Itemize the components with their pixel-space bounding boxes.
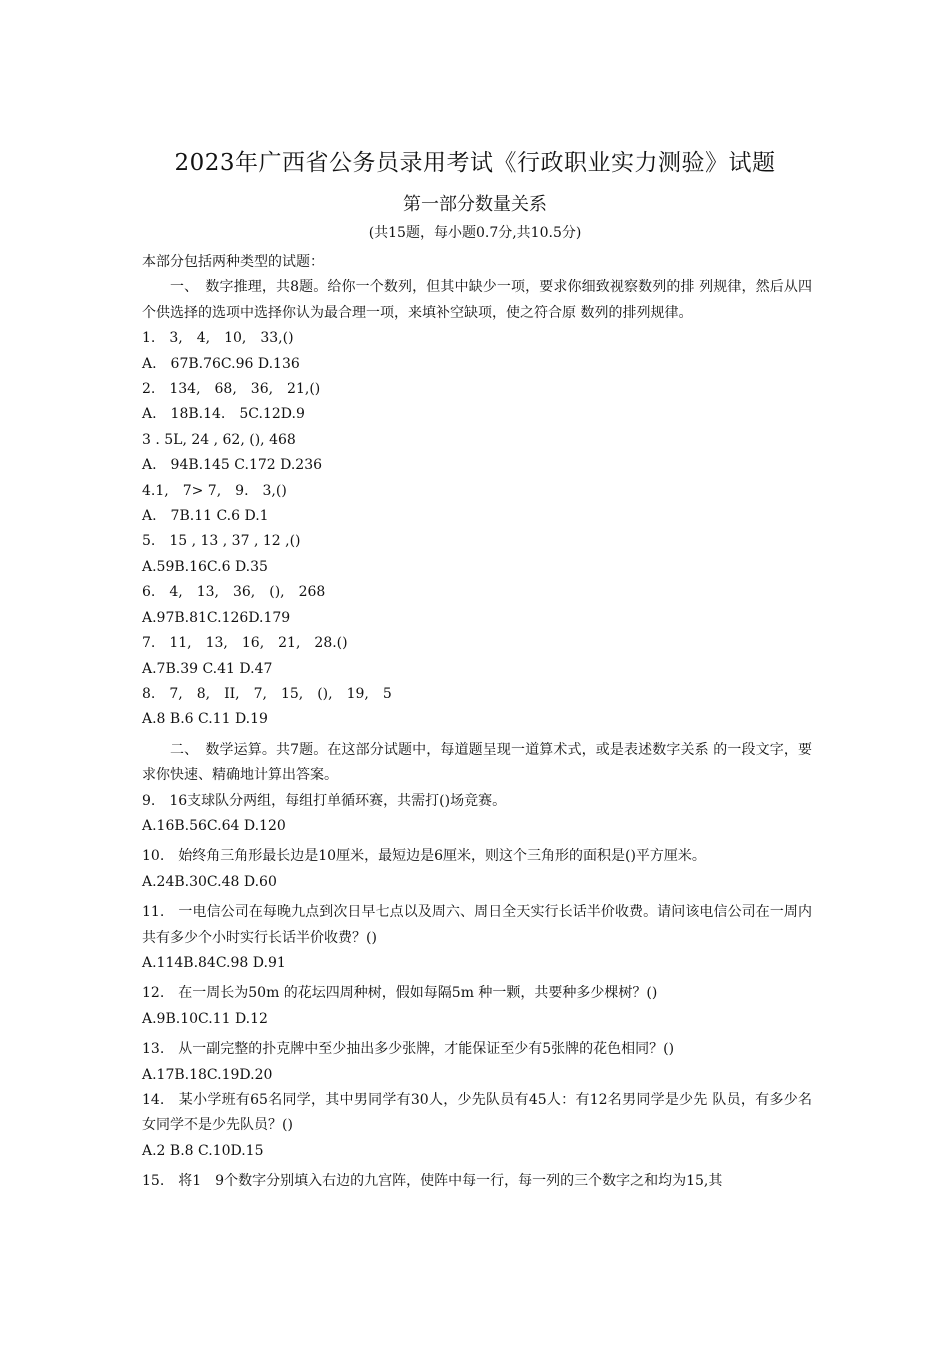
part2-instructions: 二、 数学运算。共7题。在这部分试题中，每道题呈现一道算术式，或是表述数字关系 的一段文字，要求你快速、精确地计算出答案。 [142, 741, 812, 784]
question-3: 3 . 5L, 24 , 62, (), 468 [142, 431, 296, 448]
question-12-options: A.9B.10C.11 D.12 [142, 1010, 268, 1027]
question-10: 10. 始终角三角形最长边是10厘米，最短边是6厘米，则这个三角形的面积是()平方厘米。 [142, 848, 706, 865]
part1-instructions: 一、 数字推理，共8题。给你一个数列，但其中缺少一项，要求你细致视察数列的排 列规律，然后从四个供选择的选项中选择你认为最合理一项，来填补空缺项，使之符合原 数列的排列规律。 [142, 279, 812, 321]
question-12: 12. 在一周长为50m 的花坛四周种树，假如每隔5m 种一颗，共要种多少棵树？() [142, 985, 658, 1002]
question-11: 11. 一电信公司在每晚九点到次日早七点以及周六、周日全天实行长话半价收费。请问该电信公司在一周内共有多少个小时实行长话半价收费？() [142, 904, 812, 946]
question-9: 9. 16支球队分两组，每组打单循环赛，共需打()场竞赛。 [142, 792, 507, 809]
exam-title: 2023年广西省公务员录用考试《行政职业实力测验》试题 [174, 150, 776, 176]
question-13-options: A.17B.18C.19D.20 [142, 1066, 273, 1083]
question-13: 13. 从一副完整的扑克牌中至少抽出多少张牌，才能保证至少有5张牌的花色相同？() [142, 1041, 675, 1058]
question-4: 4.1, 7> 7, 9. 3,() [142, 482, 287, 499]
intro-text: 本部分包括两种类型的试题： [142, 254, 324, 270]
question-7: 7. 11, 13, 16, 21, 28.() [142, 635, 348, 652]
question-4-options: A. 7B.11 C.6 D.1 [142, 508, 269, 525]
question-10-options: A.24B.30C.48 D.60 [142, 873, 277, 890]
question-14-options: A.2 B.8 C.10D.15 [142, 1142, 264, 1159]
question-8-options: A.8 B.6 C.11 D.19 [142, 711, 268, 728]
question-8: 8. 7, 8, II, 7, 15, (), 19, 5 [142, 685, 392, 702]
question-14: 14. 某小学班有65名同学，其中男同学有30人，少先队员有45人：有12名男同学是少先 队员，有多少名女同学不是少先队员？() [142, 1092, 812, 1134]
question-6-options: A.97B.81C.126D.179 [142, 609, 291, 626]
question-15: 15. 将1 9个数字分别填入右边的九宫阵，使阵中每一行，每一列的三个数字之和均为15,其 [142, 1173, 723, 1190]
question-3-options: A. 94B.145 C.172 D.236 [142, 457, 323, 474]
question-1-options: A. 67B.76C.96 D.136 [142, 355, 300, 372]
question-2-options: A. 18B.14. 5C.12D.9 [142, 406, 305, 423]
question-5: 5. 15 , 13 , 37 , 12 ,() [142, 533, 301, 550]
section-heading: 第一部分数量关系 [403, 194, 547, 215]
question-9-options: A.16B.56C.64 D.120 [142, 817, 286, 834]
question-6: 6. 4, 13, 36, (), 268 [142, 584, 326, 601]
scoring-note: (共15题，每小题0.7分,共10.5分) [368, 225, 582, 241]
document-body [142, 250, 812, 1195]
question-7-options: A.7B.39 C.41 D.47 [142, 660, 273, 677]
question-11-options: A.114B.84C.98 D.91 [142, 954, 286, 971]
question-1: 1. 3, 4, 10, 33,() [142, 330, 294, 347]
question-5-options: A.59B.16C.6 D.35 [142, 558, 268, 575]
question-2: 2. 134, 68, 36, 21,() [142, 381, 321, 398]
